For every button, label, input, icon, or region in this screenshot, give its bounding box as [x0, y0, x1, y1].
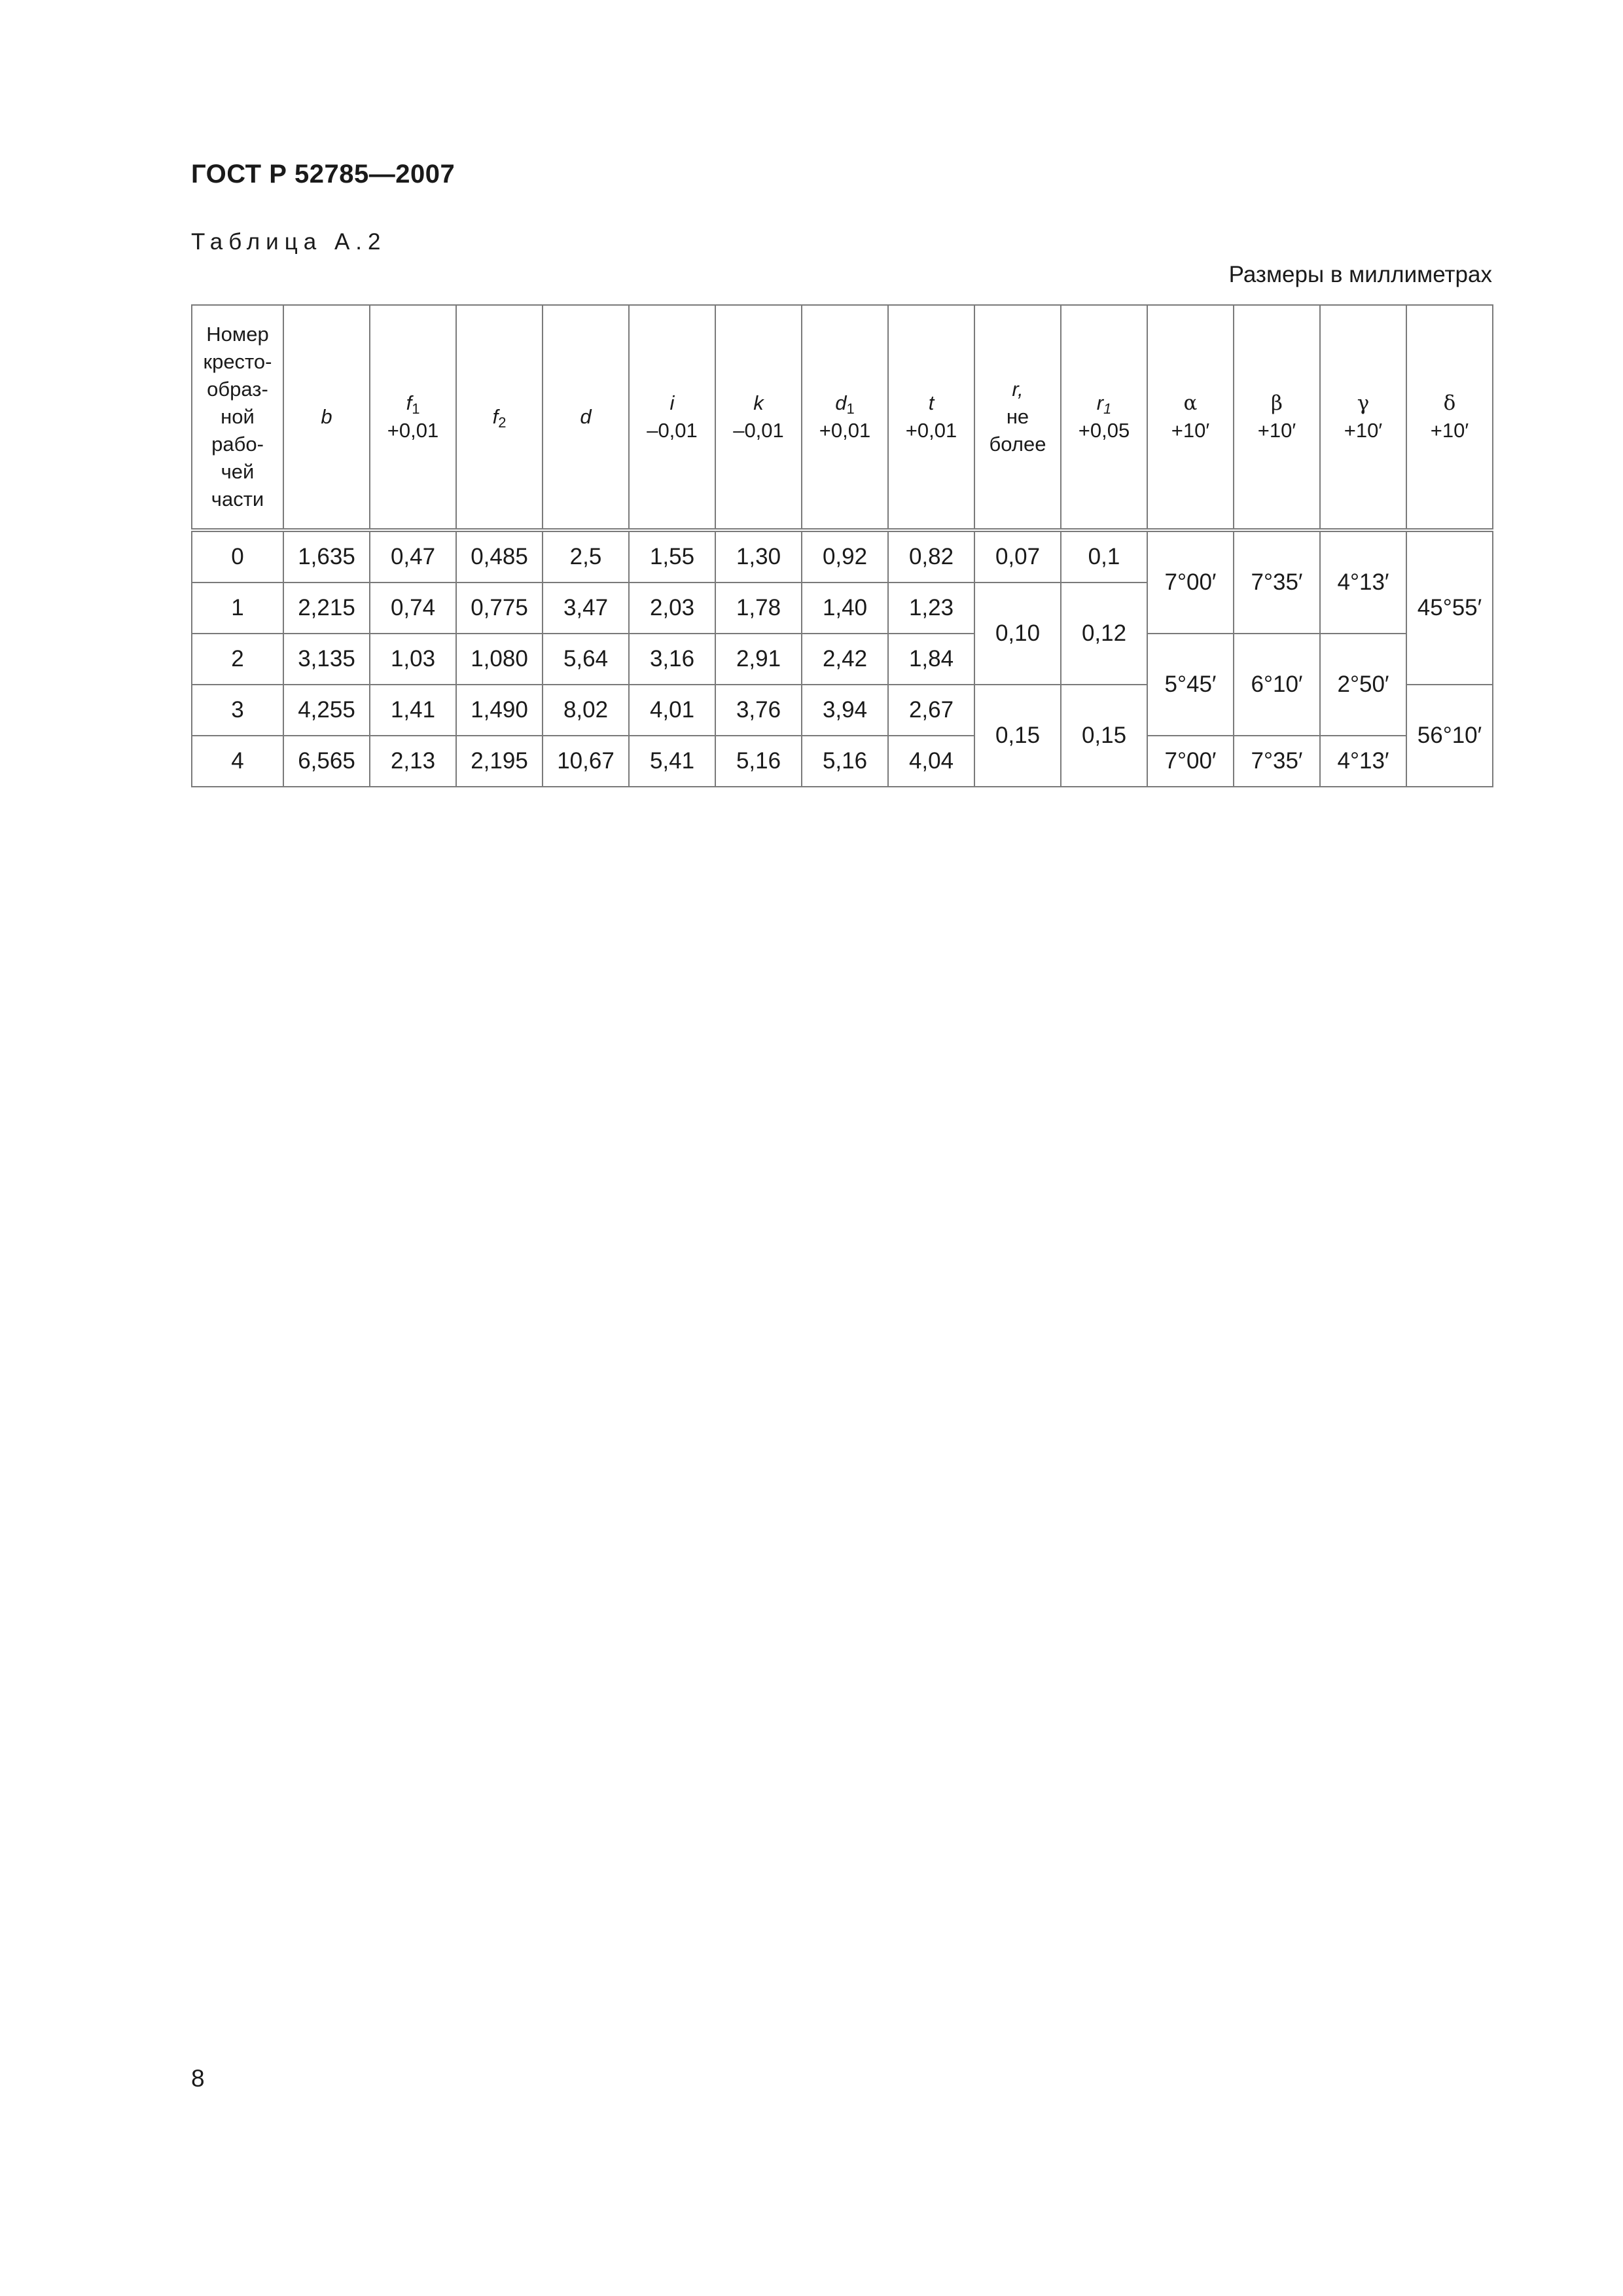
header-f2-sub: 2	[498, 414, 507, 431]
dimensions-table	[191, 304, 1493, 787]
cell-f2: 1,490	[456, 685, 543, 736]
cell-d1: 1,40	[802, 583, 888, 634]
cell-i: 3,16	[629, 634, 715, 685]
header-r	[974, 305, 1061, 530]
header-r-symbol: r,	[1012, 378, 1024, 401]
cell-alpha: 7°00′	[1147, 736, 1234, 787]
cell-i: 5,41	[629, 736, 715, 787]
cell-d1: 5,16	[802, 736, 888, 787]
cell-f2: 0,775	[456, 583, 543, 634]
cell-number: 0	[192, 530, 283, 583]
cell-delta: 56°10′	[1406, 685, 1493, 787]
header-b-symbol: b	[321, 405, 332, 428]
header-f1-sub: 1	[412, 401, 420, 417]
header-delta	[1406, 305, 1493, 530]
header-d-symbol: d	[580, 405, 592, 428]
header-f2-symbol: f	[492, 405, 499, 428]
header-b	[283, 305, 370, 530]
cell-t: 0,82	[888, 530, 974, 583]
cell-k: 1,78	[715, 583, 802, 634]
header-delta-symbol: δ	[1443, 391, 1456, 415]
table-header-row	[192, 305, 1493, 530]
header-gamma	[1320, 305, 1406, 530]
cell-i: 4,01	[629, 685, 715, 736]
header-number-line: Номер	[206, 323, 269, 346]
cell-gamma: 2°50′	[1320, 634, 1406, 736]
cell-d: 2,5	[543, 530, 629, 583]
cell-d1: 3,94	[802, 685, 888, 736]
cell-number: 4	[192, 736, 283, 787]
cell-d1: 0,92	[802, 530, 888, 583]
header-f1-symbol: f	[406, 391, 412, 414]
cell-beta: 6°10′	[1234, 634, 1320, 736]
header-beta	[1234, 305, 1320, 530]
cell-k: 2,91	[715, 634, 802, 685]
table-caption: Таблица А.2	[191, 229, 387, 255]
header-r1-tolerance: +0,05	[1078, 419, 1130, 442]
cell-r: 0,07	[974, 530, 1061, 583]
header-t-tolerance: +0,01	[905, 419, 957, 442]
cell-k: 3,76	[715, 685, 802, 736]
cell-b: 3,135	[283, 634, 370, 685]
header-r1-sub: 1	[1103, 401, 1112, 417]
document-standard-title: ГОСТ Р 52785—2007	[191, 160, 455, 188]
cell-r1: 0,1	[1061, 530, 1147, 583]
header-r-line: не	[1006, 405, 1029, 428]
cell-d1: 2,42	[802, 634, 888, 685]
cell-number: 2	[192, 634, 283, 685]
cell-d: 3,47	[543, 583, 629, 634]
cell-d: 8,02	[543, 685, 629, 736]
header-d1-sub: 1	[846, 401, 855, 417]
cell-alpha: 7°00′	[1147, 530, 1234, 634]
header-i	[629, 305, 715, 530]
header-k-tolerance: –0,01	[733, 419, 784, 442]
header-d1-tolerance: +0,01	[819, 419, 871, 442]
header-number	[192, 305, 283, 530]
cell-t: 1,23	[888, 583, 974, 634]
header-d	[543, 305, 629, 530]
header-number-line: кресто-	[203, 350, 272, 373]
cell-alpha: 5°45′	[1147, 634, 1234, 736]
cell-f1: 2,13	[370, 736, 456, 787]
header-f1-tolerance: +0,01	[387, 419, 439, 442]
cell-gamma: 4°13′	[1320, 736, 1406, 787]
header-number-line: образ-	[207, 378, 268, 401]
header-k-symbol: k	[753, 391, 764, 414]
header-r1	[1061, 305, 1147, 530]
table-row	[192, 530, 1493, 583]
header-d1-symbol: d	[835, 391, 847, 414]
cell-f2: 2,195	[456, 736, 543, 787]
cell-b: 1,635	[283, 530, 370, 583]
table-row	[192, 634, 1493, 685]
cell-t: 1,84	[888, 634, 974, 685]
cell-b: 2,215	[283, 583, 370, 634]
cell-f2: 1,080	[456, 634, 543, 685]
cell-delta: 45°55′	[1406, 530, 1493, 685]
cell-t: 4,04	[888, 736, 974, 787]
cell-r1: 0,15	[1061, 685, 1147, 787]
header-number-line: части	[211, 488, 264, 511]
page-number: 8	[191, 2065, 205, 2092]
header-beta-tolerance: +10′	[1257, 419, 1296, 442]
header-alpha-tolerance: +10′	[1171, 419, 1210, 442]
cell-r: 0,10	[974, 583, 1061, 685]
cell-b: 6,565	[283, 736, 370, 787]
header-t	[888, 305, 974, 530]
header-gamma-symbol: γ	[1357, 391, 1370, 415]
cell-f1: 0,47	[370, 530, 456, 583]
header-delta-tolerance: +10′	[1430, 419, 1469, 442]
cell-k: 5,16	[715, 736, 802, 787]
header-beta-symbol: β	[1271, 391, 1283, 415]
cell-i: 2,03	[629, 583, 715, 634]
header-d1	[802, 305, 888, 530]
cell-i: 1,55	[629, 530, 715, 583]
header-alpha-symbol: α	[1183, 391, 1198, 415]
cell-f2: 0,485	[456, 530, 543, 583]
cell-beta: 7°35′	[1234, 530, 1320, 634]
header-r-line: более	[989, 433, 1046, 456]
units-note: Размеры в миллиметрах	[1228, 262, 1492, 287]
header-gamma-tolerance: +10′	[1344, 419, 1383, 442]
cell-beta: 7°35′	[1234, 736, 1320, 787]
cell-k: 1,30	[715, 530, 802, 583]
header-alpha	[1147, 305, 1234, 530]
cell-number: 1	[192, 583, 283, 634]
header-f2	[456, 305, 543, 530]
cell-f1: 0,74	[370, 583, 456, 634]
cell-gamma: 4°13′	[1320, 530, 1406, 634]
cell-number: 3	[192, 685, 283, 736]
cell-r: 0,15	[974, 685, 1061, 787]
header-number-line: ной	[221, 405, 255, 428]
header-f1	[370, 305, 456, 530]
cell-b: 4,255	[283, 685, 370, 736]
cell-d: 5,64	[543, 634, 629, 685]
cell-d: 10,67	[543, 736, 629, 787]
cell-f1: 1,03	[370, 634, 456, 685]
cell-t: 2,67	[888, 685, 974, 736]
header-i-symbol: i	[669, 391, 675, 414]
cell-f1: 1,41	[370, 685, 456, 736]
cell-r1: 0,12	[1061, 583, 1147, 685]
table-row	[192, 736, 1493, 787]
header-t-symbol: t	[928, 391, 935, 414]
header-k	[715, 305, 802, 530]
header-number-line: чей	[221, 460, 255, 483]
header-number-line: рабо-	[211, 433, 264, 456]
header-i-tolerance: –0,01	[647, 419, 698, 442]
header-r1-symbol: r	[1096, 391, 1104, 414]
